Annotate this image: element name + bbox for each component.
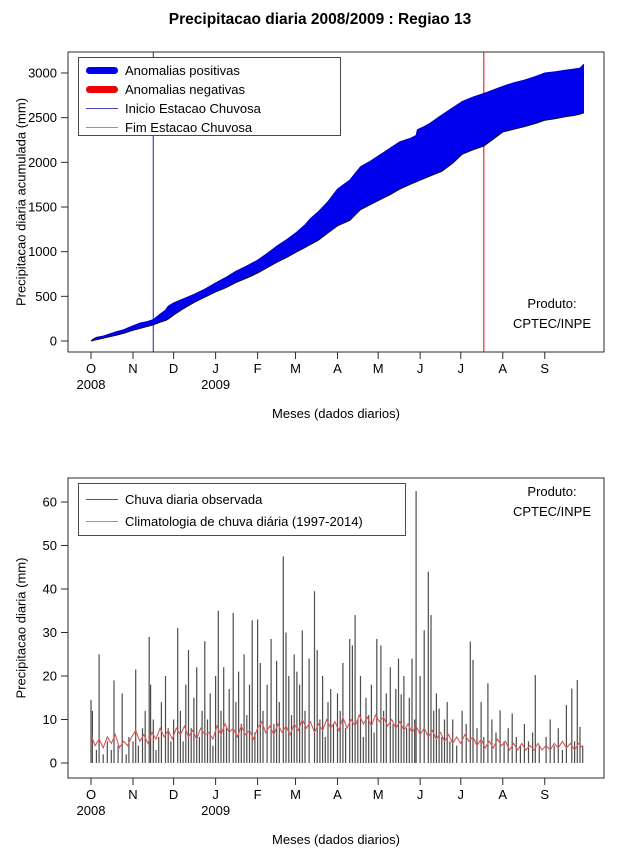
top-produto-label xyxy=(513,294,591,334)
svg-text:A: A xyxy=(498,361,508,376)
svg-text:J: J xyxy=(212,361,219,376)
legend-item xyxy=(79,80,340,99)
svg-text:2500: 2500 xyxy=(28,110,57,126)
produto-line2: CPTEC/INPE xyxy=(512,504,592,519)
svg-text:60: 60 xyxy=(42,494,57,510)
legend-line-swatch xyxy=(86,67,118,74)
legend-item xyxy=(79,510,405,532)
svg-text:J: J xyxy=(212,787,219,802)
svg-text:D: D xyxy=(168,787,179,802)
svg-text:40: 40 xyxy=(42,581,57,597)
legend-line-swatch xyxy=(86,86,118,93)
svg-text:A: A xyxy=(498,787,508,802)
svg-text:3000: 3000 xyxy=(28,65,57,81)
svg-text:F: F xyxy=(253,787,262,802)
svg-text:2009: 2009 xyxy=(201,803,231,818)
svg-text:J: J xyxy=(416,787,424,802)
svg-text:1000: 1000 xyxy=(28,244,57,260)
svg-text:J: J xyxy=(457,787,465,802)
produto-line1: Produto: xyxy=(527,484,577,499)
svg-text:J: J xyxy=(416,361,424,376)
svg-text:A: A xyxy=(333,787,342,802)
svg-text:O: O xyxy=(85,361,97,376)
top-legend xyxy=(78,57,341,136)
svg-text:O: O xyxy=(85,787,97,802)
legend-item-label: Anomalias positivas xyxy=(125,63,240,78)
svg-text:20: 20 xyxy=(42,668,57,684)
bottom-legend xyxy=(78,483,406,536)
legend-item-label: Climatologia de chuva diária (1997-2014) xyxy=(125,513,363,529)
top-y-axis-title: Precipitacao diaria acumulada (mm) xyxy=(13,97,29,307)
legend-item xyxy=(79,488,405,510)
legend-line-swatch xyxy=(86,127,118,128)
legend-item-label: Anomalias negativas xyxy=(125,82,245,97)
legend-item xyxy=(79,99,340,118)
svg-text:50: 50 xyxy=(42,538,57,553)
svg-text:30: 30 xyxy=(42,625,57,640)
svg-text:N: N xyxy=(128,361,138,376)
svg-text:2008: 2008 xyxy=(76,377,106,392)
svg-text:M: M xyxy=(290,787,301,802)
svg-text:500: 500 xyxy=(35,288,57,304)
svg-text:M: M xyxy=(372,361,384,376)
legend-line-swatch xyxy=(86,499,118,500)
svg-text:M: M xyxy=(372,787,384,802)
bottom-y-axis-title: Precipitacao diaria (mm) xyxy=(13,557,29,699)
top-x-axis-title: Meses (dados diarios) xyxy=(272,406,400,421)
legend-line-swatch xyxy=(86,108,118,109)
svg-text:N: N xyxy=(128,787,138,802)
svg-text:S: S xyxy=(540,787,550,802)
page-title: Precipitacao diaria 2008/2009 : Regiao 13 xyxy=(168,11,472,28)
svg-text:S: S xyxy=(540,361,550,376)
svg-text:D: D xyxy=(168,361,179,376)
svg-text:2000: 2000 xyxy=(28,154,57,170)
svg-text:A: A xyxy=(333,361,342,376)
svg-text:0: 0 xyxy=(49,755,57,771)
legend-item xyxy=(79,118,340,137)
svg-text:J: J xyxy=(457,361,465,376)
produto-line1: Produto: xyxy=(527,296,577,311)
legend-item-label: Fim Estacao Chuvosa xyxy=(125,120,253,135)
legend-item xyxy=(79,61,340,80)
legend-item-label: Inicio Estacao Chuvosa xyxy=(125,101,261,116)
svg-text:2008: 2008 xyxy=(76,803,106,818)
svg-text:1500: 1500 xyxy=(28,199,57,215)
legend-line-swatch xyxy=(86,521,118,522)
svg-text:M: M xyxy=(290,361,301,376)
svg-text:F: F xyxy=(253,361,262,376)
legend-item-label: Chuva diaria observada xyxy=(125,491,263,507)
svg-text:2009: 2009 xyxy=(201,377,231,392)
produto-line2: CPTEC/INPE xyxy=(512,316,592,331)
bottom-x-axis-title: Meses (dados diarios) xyxy=(272,832,400,847)
svg-text:10: 10 xyxy=(42,712,57,727)
bottom-produto-label xyxy=(513,482,591,522)
svg-text:0: 0 xyxy=(49,333,57,349)
